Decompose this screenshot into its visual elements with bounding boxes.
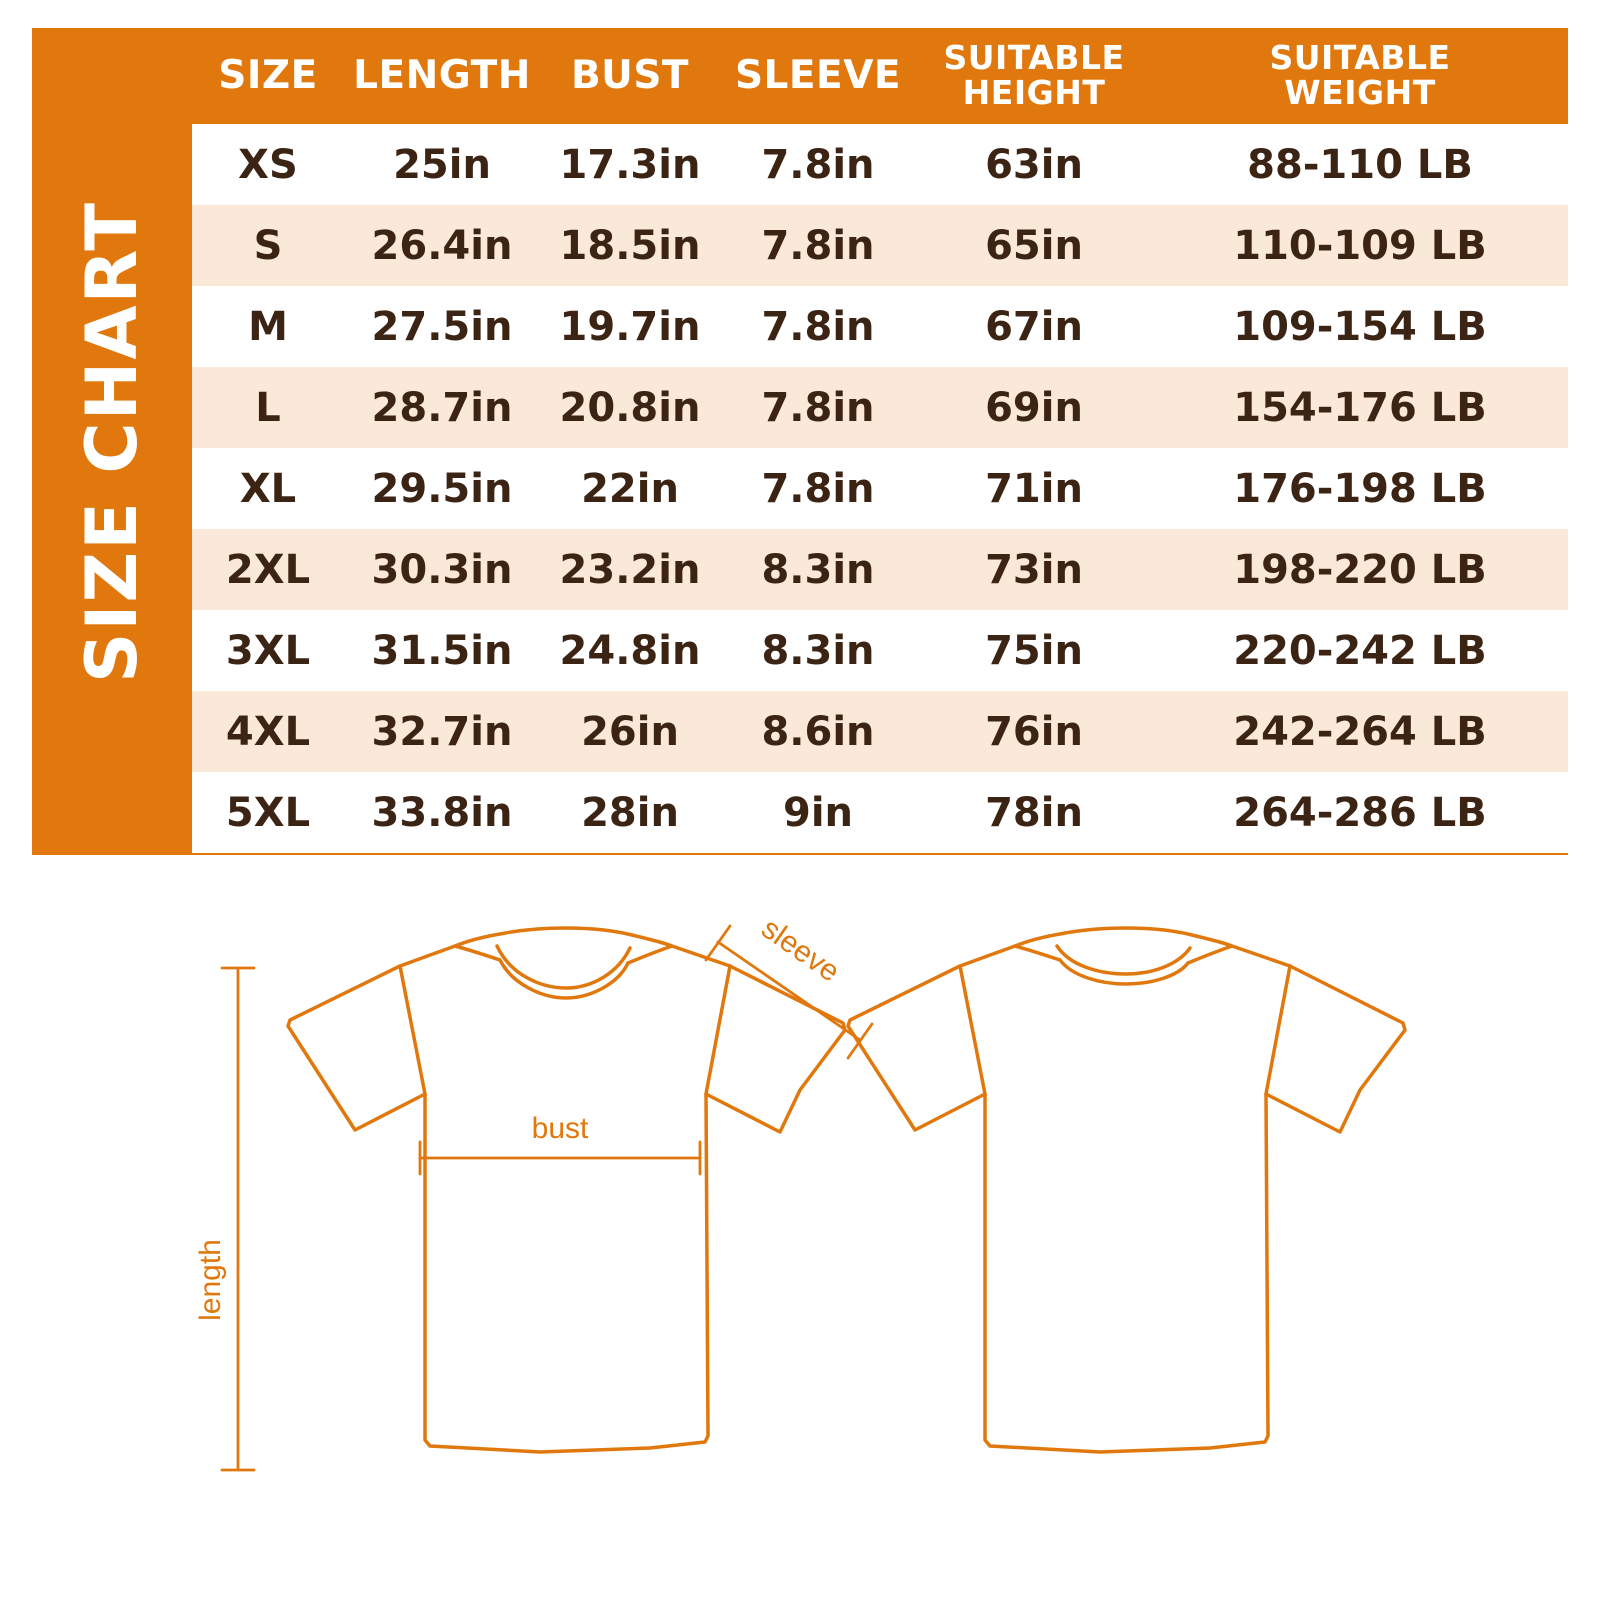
- column-header-suitable-height-line2: HEIGHT: [962, 73, 1106, 112]
- cell-size: 5XL: [192, 772, 344, 853]
- cell-length: 29.5in: [344, 448, 540, 529]
- cell-sleeve: 8.6in: [720, 691, 916, 772]
- column-header-sleeve-text: SLEEVE: [734, 52, 902, 98]
- cell-weight: 176-198 LB: [1152, 448, 1568, 529]
- cell-sleeve: 7.8in: [720, 367, 916, 448]
- column-header-suitable-height: [916, 28, 1152, 124]
- cell-length: 33.8in: [344, 772, 540, 853]
- cell-size: S: [192, 205, 344, 286]
- cell-length: 32.7in: [344, 691, 540, 772]
- column-header-suitable-weight: [1152, 28, 1568, 124]
- column-header-suitable-height-line1: SUITABLE: [943, 38, 1125, 78]
- cell-weight: 220-242 LB: [1152, 610, 1568, 691]
- table-row: [192, 286, 1568, 367]
- table-row: [192, 529, 1568, 610]
- cell-bust: 17.3in: [540, 124, 720, 205]
- measurement-diagram: [0, 880, 1600, 1580]
- bust-label: bust: [531, 1112, 589, 1145]
- cell-length: 30.3in: [344, 529, 540, 610]
- size-table-head: [192, 28, 1568, 124]
- column-header-size-text: SIZE: [218, 52, 318, 98]
- cell-weight: 242-264 LB: [1152, 691, 1568, 772]
- sleeve-label: sleeve: [755, 911, 846, 989]
- column-header-sleeve: [720, 28, 916, 124]
- size-chart-block: [32, 28, 1568, 855]
- cell-bust: 26in: [540, 691, 720, 772]
- cell-height: 78in: [916, 772, 1152, 853]
- cell-height: 63in: [916, 124, 1152, 205]
- column-header-length: [344, 28, 540, 124]
- column-header-bust: [540, 28, 720, 124]
- cell-sleeve: 8.3in: [720, 529, 916, 610]
- cell-sleeve: 7.8in: [720, 124, 916, 205]
- cell-weight: 110-109 LB: [1152, 205, 1568, 286]
- size-chart-title: [32, 28, 192, 855]
- cell-bust: 24.8in: [540, 610, 720, 691]
- cell-weight: 198-220 LB: [1152, 529, 1568, 610]
- cell-weight: 154-176 LB: [1152, 367, 1568, 448]
- cell-height: 76in: [916, 691, 1152, 772]
- cell-size: 4XL: [192, 691, 344, 772]
- cell-bust: 19.7in: [540, 286, 720, 367]
- cell-bust: 22in: [540, 448, 720, 529]
- cell-sleeve: 9in: [720, 772, 916, 853]
- table-row: [192, 367, 1568, 448]
- cell-bust: 20.8in: [540, 367, 720, 448]
- cell-bust: 28in: [540, 772, 720, 853]
- cell-height: 75in: [916, 610, 1152, 691]
- table-row: [192, 691, 1568, 772]
- tshirt-front-illustration: [288, 928, 845, 1452]
- table-header-row: [192, 28, 1568, 124]
- cell-size: XS: [192, 124, 344, 205]
- cell-length: 27.5in: [344, 286, 540, 367]
- table-row: [192, 124, 1568, 205]
- cell-length: 28.7in: [344, 367, 540, 448]
- cell-length: 31.5in: [344, 610, 540, 691]
- column-header-suitable-weight-line2: WEIGHT: [1284, 73, 1436, 112]
- cell-size: M: [192, 286, 344, 367]
- bust-dimension-line: [420, 1142, 700, 1174]
- cell-height: 73in: [916, 529, 1152, 610]
- cell-weight: 88-110 LB: [1152, 124, 1568, 205]
- size-chart-title-text: SIZE CHART: [71, 200, 154, 683]
- length-dimension-line: [222, 968, 254, 1470]
- size-table: [192, 28, 1568, 853]
- length-label: length: [194, 1239, 227, 1321]
- cell-size: 3XL: [192, 610, 344, 691]
- table-row: [192, 448, 1568, 529]
- cell-size: XL: [192, 448, 344, 529]
- column-header-size: [192, 28, 344, 124]
- cell-length: 25in: [344, 124, 540, 205]
- cell-length: 26.4in: [344, 205, 540, 286]
- table-row: [192, 610, 1568, 691]
- cell-bust: 18.5in: [540, 205, 720, 286]
- column-header-length-text: LENGTH: [353, 52, 531, 98]
- column-header-bust-text: BUST: [570, 52, 690, 98]
- cell-weight: 109-154 LB: [1152, 286, 1568, 367]
- cell-sleeve: 7.8in: [720, 205, 916, 286]
- cell-sleeve: 7.8in: [720, 448, 916, 529]
- cell-sleeve: 7.8in: [720, 286, 916, 367]
- tshirt-back-illustration: [848, 928, 1405, 1452]
- cell-height: 65in: [916, 205, 1152, 286]
- cell-weight: 264-286 LB: [1152, 772, 1568, 853]
- column-header-suitable-weight-line1: SUITABLE: [1269, 38, 1451, 78]
- cell-size: L: [192, 367, 344, 448]
- table-row: [192, 772, 1568, 853]
- table-row: [192, 205, 1568, 286]
- cell-height: 67in: [916, 286, 1152, 367]
- cell-sleeve: 8.3in: [720, 610, 916, 691]
- size-table-body: [192, 124, 1568, 853]
- cell-height: 69in: [916, 367, 1152, 448]
- cell-bust: 23.2in: [540, 529, 720, 610]
- cell-size: 2XL: [192, 529, 344, 610]
- size-table-wrapper: [192, 28, 1568, 855]
- cell-height: 71in: [916, 448, 1152, 529]
